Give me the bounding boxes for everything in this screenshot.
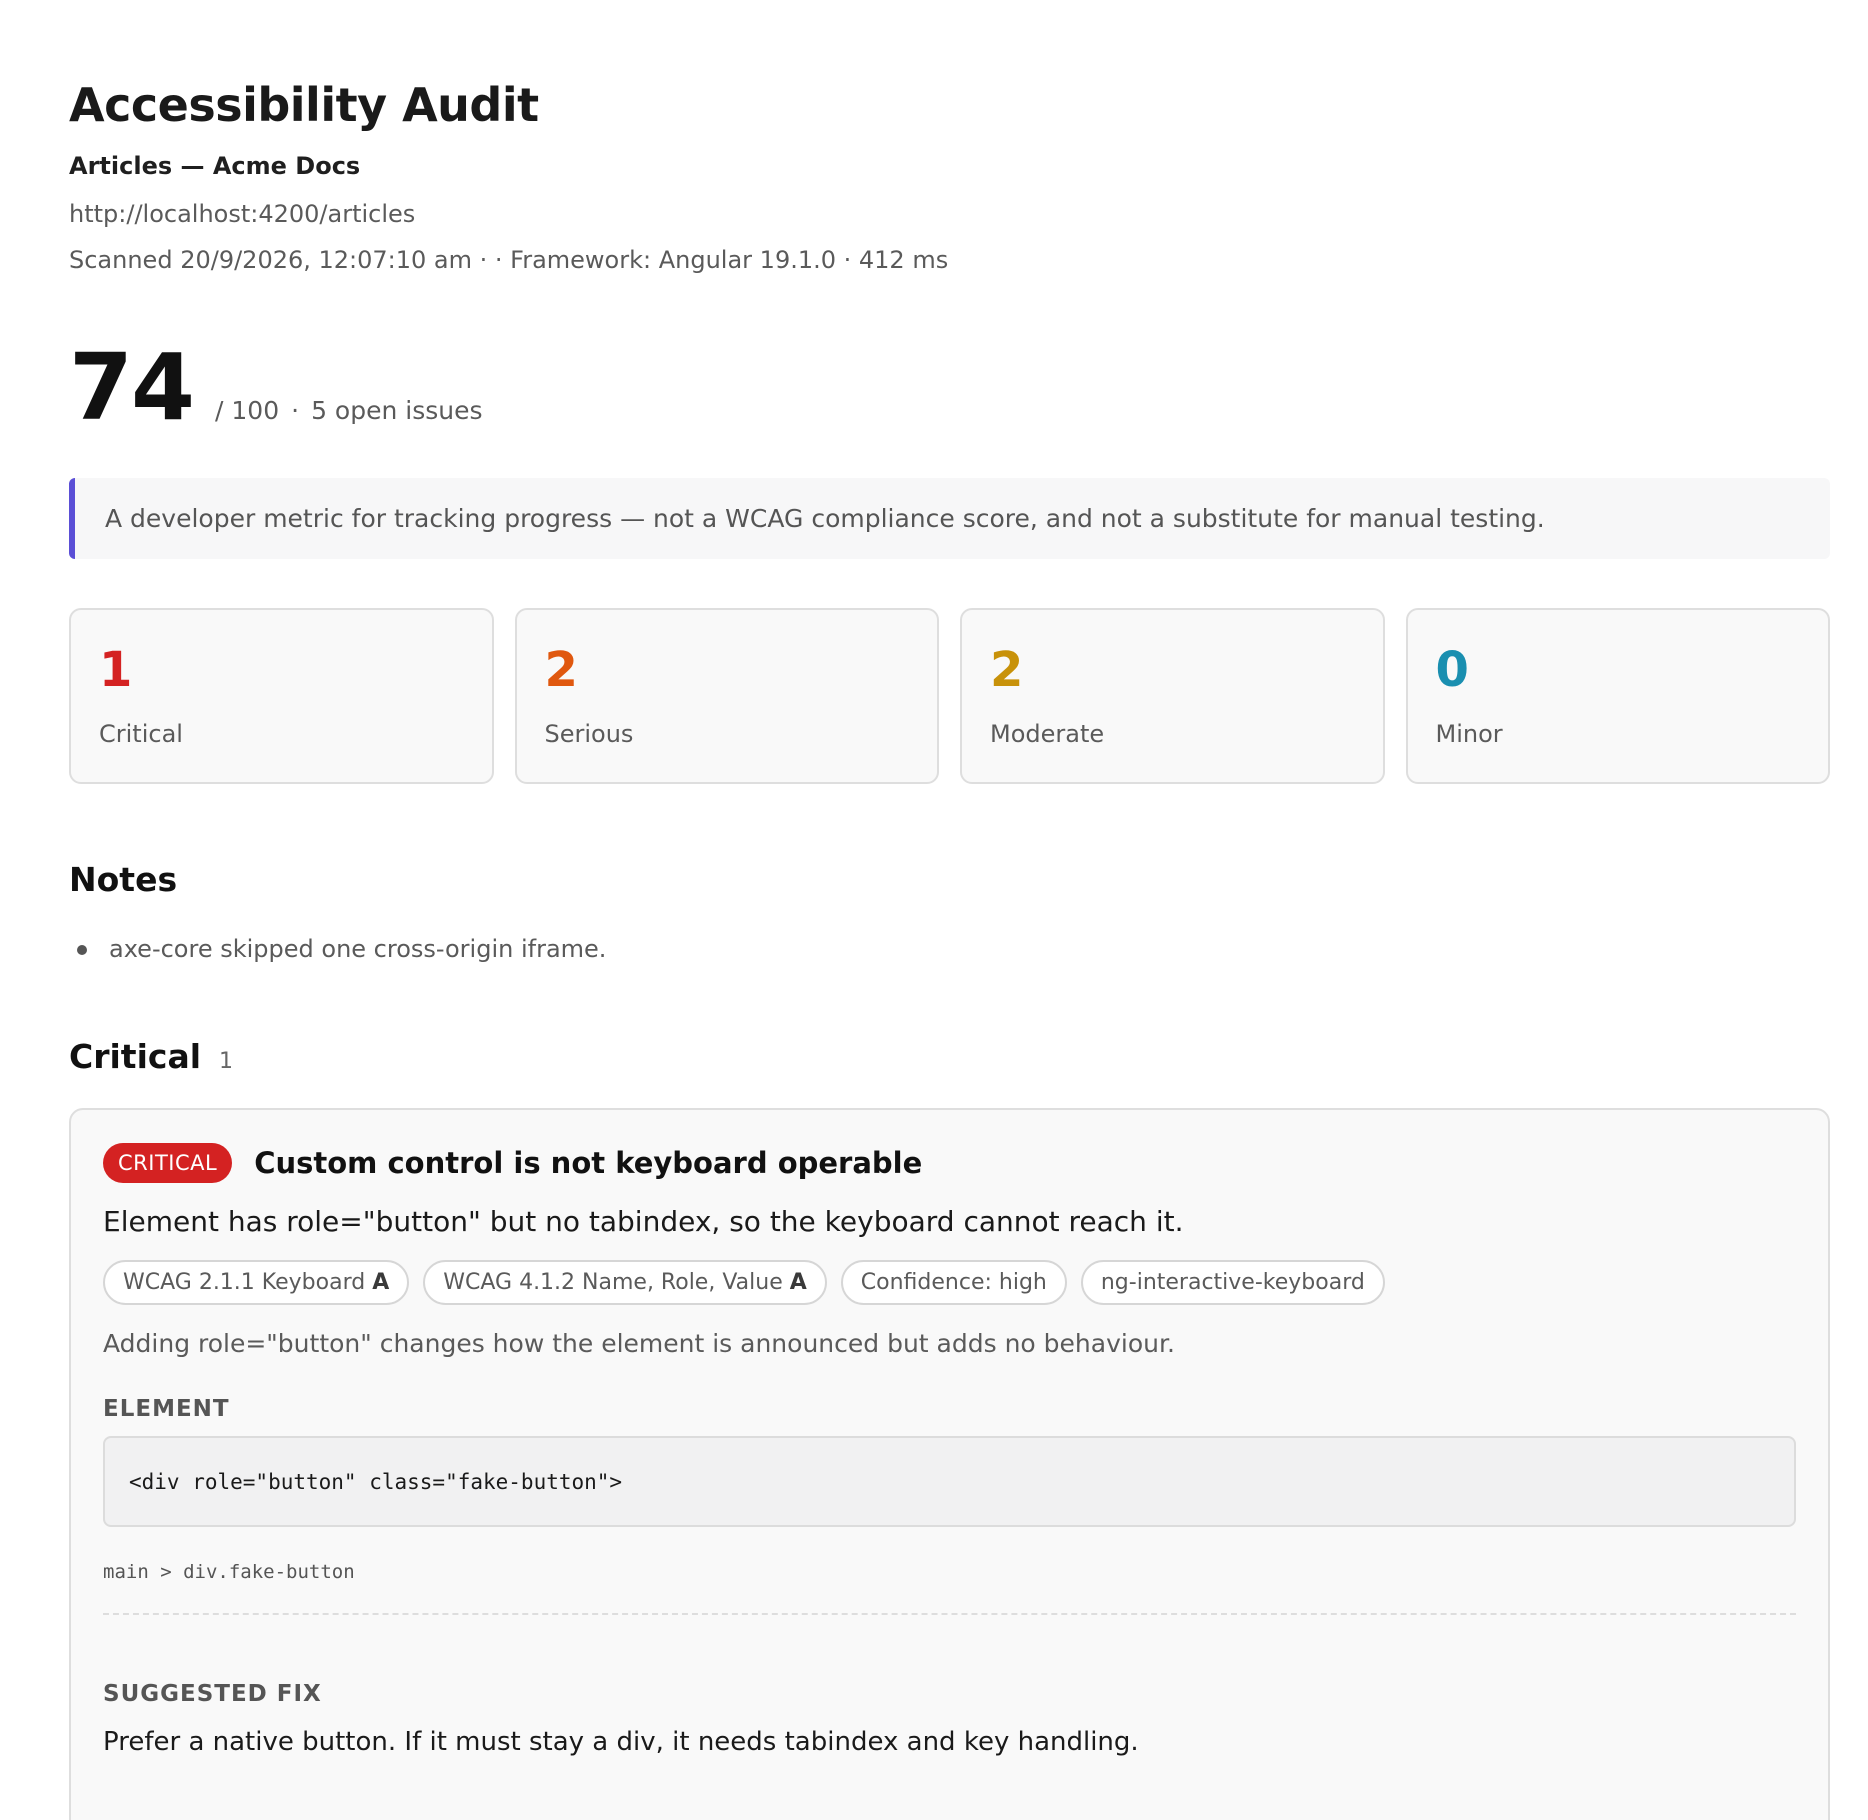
issue-card bbox=[69, 1108, 1830, 1820]
element-selector: main > div.fake-button bbox=[103, 1561, 355, 1583]
score-value: 74 bbox=[69, 334, 194, 441]
page-title: Accessibility Audit bbox=[69, 78, 539, 132]
confidence-tag bbox=[841, 1260, 1067, 1305]
element-code-block[interactable] bbox=[103, 1436, 1796, 1527]
issue-rationale: Adding role="button" changes how the element is announced but adds no behaviour. bbox=[103, 1329, 1175, 1358]
severity-card-critical bbox=[69, 608, 494, 784]
scanned-url: http://localhost:4200/articles bbox=[69, 200, 416, 228]
issue-title: Custom control is not keyboard operable bbox=[254, 1146, 923, 1180]
severity-count: 2 bbox=[544, 642, 578, 698]
note-item: axe-core skipped one cross-origin iframe. bbox=[109, 935, 607, 963]
wcag-tag bbox=[103, 1260, 409, 1305]
score-summary bbox=[215, 396, 482, 425]
severity-badge: CRITICAL bbox=[103, 1143, 232, 1183]
page-subtitle: Articles — Acme Docs bbox=[69, 152, 361, 180]
score-separator: · bbox=[291, 396, 300, 425]
tag-level: A bbox=[789, 1270, 807, 1295]
tag-text: Confidence: high bbox=[860, 1270, 1047, 1295]
severity-label: Minor bbox=[1435, 720, 1503, 748]
severity-card-minor bbox=[1406, 608, 1831, 784]
issue-description: Element has role="button" but no tabindex, so the keyboard cannot reach it. bbox=[103, 1205, 1184, 1238]
severity-count: 0 bbox=[1435, 642, 1469, 698]
issue-tags bbox=[103, 1260, 1796, 1305]
notes-heading: Notes bbox=[69, 860, 178, 899]
rule-id-tag bbox=[1081, 1260, 1385, 1305]
tag-text: WCAG 4.1.2 Name, Role, Value bbox=[443, 1270, 783, 1295]
suggested-fix-label: SUGGESTED FIX bbox=[103, 1681, 322, 1707]
severity-label: Serious bbox=[544, 720, 634, 748]
severity-count: 2 bbox=[990, 642, 1024, 698]
severity-card-moderate bbox=[960, 608, 1385, 784]
score-row bbox=[69, 334, 1830, 441]
severity-label: Moderate bbox=[990, 720, 1105, 748]
tag-text: ng-interactive-keyboard bbox=[1100, 1270, 1365, 1295]
element-code: <div role="button" class="fake-button"> bbox=[129, 1469, 623, 1494]
element-label: ELEMENT bbox=[103, 1396, 230, 1422]
critical-section-count: 1 bbox=[219, 1049, 234, 1074]
severity-cards bbox=[69, 608, 1830, 784]
bullet-icon bbox=[77, 945, 87, 955]
critical-section-heading: Critical bbox=[69, 1037, 202, 1076]
notes-list bbox=[69, 935, 1830, 963]
audit-content bbox=[69, 78, 1830, 1820]
tag-text: WCAG 2.1.1 Keyboard bbox=[123, 1270, 366, 1295]
severity-label: Critical bbox=[99, 720, 183, 748]
severity-count: 1 bbox=[99, 642, 133, 698]
wcag-tag bbox=[423, 1260, 827, 1305]
divider bbox=[103, 1613, 1796, 1615]
score-out-of: / 100 bbox=[215, 396, 280, 425]
score-disclaimer: A developer metric for tracking progress — not a WCAG compliance score, and not a substitute for manual testing. bbox=[69, 478, 1830, 559]
critical-section-header bbox=[69, 1037, 1830, 1076]
scan-meta: Scanned 20/9/2026, 12:07:10 am · · Framework: Angular 19.1.0 · 412 ms bbox=[69, 246, 949, 274]
issue-header bbox=[103, 1143, 1796, 1183]
severity-card-serious bbox=[515, 608, 940, 784]
open-issues-count: 5 open issues bbox=[311, 396, 483, 425]
suggested-fix-text: Prefer a native button. If it must stay a div, it needs tabindex and key handling. bbox=[103, 1727, 1139, 1757]
tag-level: A bbox=[372, 1270, 390, 1295]
